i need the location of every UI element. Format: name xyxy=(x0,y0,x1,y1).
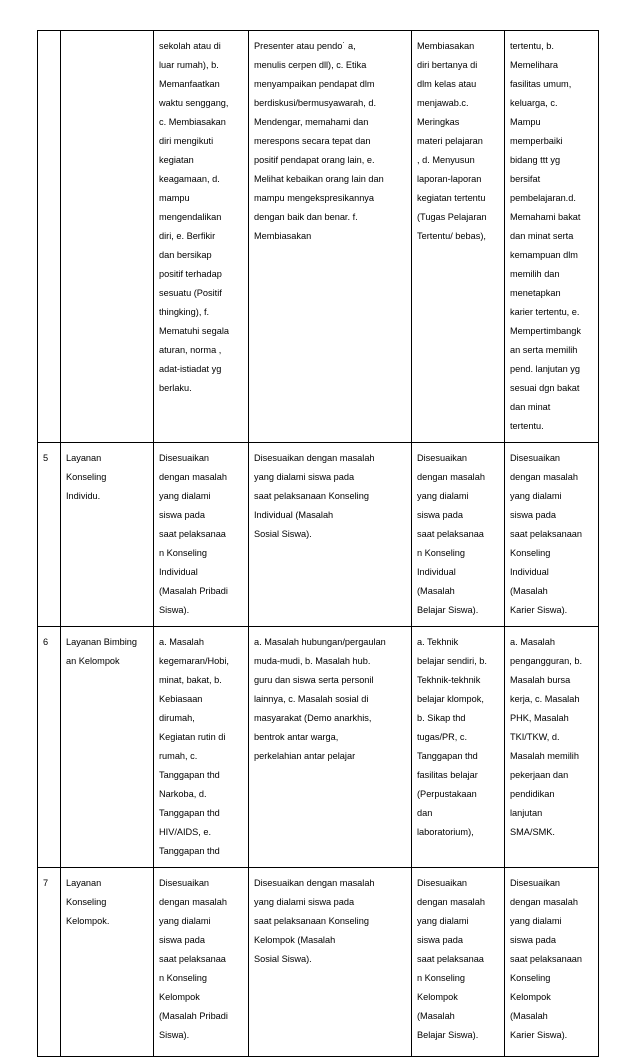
text-line: saat pelaksanaan Konseling xyxy=(254,491,369,501)
text-line: positif pendapat orang lain, e. xyxy=(254,155,375,165)
text-line: Sosial Siswa). xyxy=(254,954,312,964)
text-line: Kelompok xyxy=(510,992,551,1002)
text-line: saat pelaksanaan xyxy=(510,529,583,539)
text-line: dan bersikap xyxy=(159,250,212,260)
text-line: diri, e. Berfikir xyxy=(159,231,216,241)
text-line: belajar klompok, xyxy=(417,694,484,704)
text-line: an Kelompok xyxy=(66,656,120,666)
text-line: berdiskusi/bermusyawarah, d. xyxy=(254,98,377,108)
personal-issue-cell xyxy=(154,627,249,868)
text-line: PHK, Masalah xyxy=(510,713,569,723)
text-line: adat-istiadat yg xyxy=(159,364,222,374)
row-number: 6 xyxy=(38,627,61,868)
text-line: pekerjaan dan xyxy=(510,770,569,780)
text-line: Karier Siswa). xyxy=(510,1030,568,1040)
text-line: Siswa). xyxy=(159,605,190,615)
text-line: Tekhnik-tekhnik xyxy=(417,675,481,685)
text-line: Konseling xyxy=(510,973,551,983)
text-line: bidang ttt yg xyxy=(510,155,561,165)
text-line: Memahami bakat xyxy=(510,212,581,222)
text-line: guru dan siswa serta personil xyxy=(254,675,374,685)
text-line: (Masalah xyxy=(417,1011,455,1021)
learning-issue-cell xyxy=(412,868,505,1057)
text-line: saat pelaksanaa xyxy=(159,954,226,964)
text-line: siswa pada xyxy=(417,935,463,945)
social-issue-cell xyxy=(249,868,412,1057)
text-line: Disesuaikan xyxy=(159,453,210,463)
text-line: perkelahian antar pelajar xyxy=(254,751,356,761)
text-line: Tanggapan thd xyxy=(159,770,220,780)
text-line: Presenter atau pendo˙ a, xyxy=(254,41,356,51)
text-line: Masalah memilih xyxy=(510,751,579,761)
text-line: saat pelaksanaa xyxy=(417,954,484,964)
text-line: Belajar Siswa). xyxy=(417,605,479,615)
text-line: sesuatu (Positif xyxy=(159,288,222,298)
text-line: Disesuaikan xyxy=(510,878,561,888)
text-line: yang dialami siswa pada xyxy=(254,472,355,482)
text-line: lainnya, c. Masalah sosial di xyxy=(254,694,369,704)
text-line: Kelompok xyxy=(417,992,458,1002)
text-line: karier tertentu, e. xyxy=(510,307,580,317)
text-line: kegiatan tertentu xyxy=(417,193,486,203)
text-line: pembelajaran.d. xyxy=(510,193,576,203)
text-line: Disesuaikan xyxy=(159,878,210,888)
text-line: (Masalah Pribadi xyxy=(159,586,228,596)
text-line: masyarakat (Demo anarkhis, xyxy=(254,713,372,723)
text-line: Disesuaikan dengan masalah xyxy=(254,878,375,888)
row-number xyxy=(38,31,61,443)
text-line: menjawab.c. xyxy=(417,98,469,108)
text-line: dengan masalah xyxy=(510,897,578,907)
text-line: memilih dan xyxy=(510,269,560,279)
text-line: HIV/AIDS, e. xyxy=(159,827,212,837)
text-line: lanjutan xyxy=(510,808,543,818)
text-line: belajar sendiri, b. xyxy=(417,656,487,666)
text-line: an serta memilih xyxy=(510,345,578,355)
text-line: Sosial Siswa). xyxy=(254,529,312,539)
text-line: Narkoba, d. xyxy=(159,789,207,799)
text-line: Disesuaikan dengan masalah xyxy=(254,453,375,463)
text-line: positif terhadap xyxy=(159,269,222,279)
text-line: pendidikan xyxy=(510,789,555,799)
text-line: saat pelaksanaa xyxy=(417,529,484,539)
text-line: dan minat serta xyxy=(510,231,574,241)
text-line: fasilitas umum, xyxy=(510,79,572,89)
row-number: 5 xyxy=(38,443,61,627)
text-line: aturan, norma , xyxy=(159,345,222,355)
text-line: diri bertanya di xyxy=(417,60,478,70)
text-line: n Konseling xyxy=(159,548,208,558)
text-line: kemampuan dlm xyxy=(510,250,578,260)
row-number: 7 xyxy=(38,868,61,1057)
text-line: a. Tekhnik xyxy=(417,637,459,647)
text-line: Individual (Masalah xyxy=(254,510,334,520)
text-line: siswa pada xyxy=(510,510,556,520)
career-issue-cell xyxy=(505,443,599,627)
text-line: dan minat xyxy=(510,402,551,412)
text-line: Kegiatan rutin di xyxy=(159,732,226,742)
text-line: dengan masalah xyxy=(159,897,227,907)
text-line: materi pelajaran xyxy=(417,136,483,146)
text-line: muda-mudi, b. Masalah hub. xyxy=(254,656,371,666)
text-line: Mampu xyxy=(510,117,541,127)
text-line: Individual xyxy=(417,567,456,577)
text-line: Tanggapan thd xyxy=(159,846,220,856)
career-issue-cell xyxy=(505,868,599,1057)
text-line: berlaku. xyxy=(159,383,192,393)
text-line: Membiasakan xyxy=(417,41,475,51)
text-line: yang dialami siswa pada xyxy=(254,897,355,907)
text-line: a. Masalah hubungan/pergaulan xyxy=(254,637,386,647)
text-line: saat pelaksanaa xyxy=(159,529,226,539)
text-line: Mempertimbangk xyxy=(510,326,581,336)
text-line: rumah, c. xyxy=(159,751,198,761)
text-line: Konseling xyxy=(66,472,107,482)
text-line: b. Sikap thd xyxy=(417,713,466,723)
text-line: dlm kelas atau xyxy=(417,79,477,89)
text-line: siswa pada xyxy=(417,510,463,520)
text-line: Meringkas xyxy=(417,117,460,127)
text-line: mampu xyxy=(159,193,190,203)
text-line: yang dialami xyxy=(159,916,211,926)
text-line: a. Masalah xyxy=(510,637,555,647)
text-line: keluarga, c. xyxy=(510,98,558,108)
text-line: (Masalah xyxy=(510,586,548,596)
text-line: dengan masalah xyxy=(159,472,227,482)
text-line: Kelompok (Masalah xyxy=(254,935,336,945)
text-line: dengan masalah xyxy=(510,472,578,482)
text-line: c. Membiasakan xyxy=(159,117,226,127)
text-line: menyampaikan pendapat dlm xyxy=(254,79,375,89)
text-line: thingking), f. xyxy=(159,307,210,317)
text-line: (Masalah Pribadi xyxy=(159,1011,228,1021)
text-line: (Masalah xyxy=(510,1011,548,1021)
text-line: siswa pada xyxy=(159,935,205,945)
text-line: (Perpustakaan xyxy=(417,789,477,799)
text-line: Individu. xyxy=(66,491,101,501)
text-line: Belajar Siswa). xyxy=(417,1030,479,1040)
text-line: minat, bakat, b. xyxy=(159,675,222,685)
text-line: yang dialami xyxy=(417,491,469,501)
text-line: Disesuaikan xyxy=(417,878,468,888)
text-line: n Konseling xyxy=(417,548,466,558)
personal-issue-cell xyxy=(154,443,249,627)
text-line: mengendalikan xyxy=(159,212,222,222)
text-line: Tanggapan thd xyxy=(417,751,478,761)
personal-issue-cell xyxy=(154,868,249,1057)
text-line: pend. lanjutan yg xyxy=(510,364,580,374)
text-line: Mendengar, memahami dan xyxy=(254,117,369,127)
text-line: Kebiasaan xyxy=(159,694,203,704)
learning-issue-cell xyxy=(412,627,505,868)
text-line: menulis cerpen dll), c. Etika xyxy=(254,60,367,70)
text-line: , d. Menyusun xyxy=(417,155,475,165)
text-line: kerja, c. Masalah xyxy=(510,694,580,704)
text-line: Kelompok xyxy=(159,992,200,1002)
learning-issue-cell xyxy=(412,443,505,627)
service-cell xyxy=(61,31,154,443)
text-line: memperbaiki xyxy=(510,136,563,146)
text-line: Siswa). xyxy=(159,1030,190,1040)
table-row xyxy=(38,868,599,1057)
text-line: yang dialami xyxy=(159,491,211,501)
text-line: Kelompok. xyxy=(66,916,110,926)
table-row xyxy=(38,627,599,868)
service-cell xyxy=(61,627,154,868)
text-line: kegiatan xyxy=(159,155,194,165)
text-line: dengan baik dan benar. f. xyxy=(254,212,358,222)
text-line: dirumah, xyxy=(159,713,195,723)
social-issue-cell xyxy=(249,31,412,443)
text-line: tertentu. xyxy=(510,421,544,431)
service-cell xyxy=(61,868,154,1057)
text-line: TKI/TKW, d. xyxy=(510,732,560,742)
text-line: saat pelaksanaan xyxy=(510,954,583,964)
text-line: dengan masalah xyxy=(417,897,485,907)
text-line: Masalah bursa xyxy=(510,675,571,685)
text-line: menetapkan xyxy=(510,288,561,298)
text-line: laporan-laporan xyxy=(417,174,482,184)
text-line: sekolah atau di xyxy=(159,41,221,51)
text-line: Konseling xyxy=(66,897,107,907)
text-line: dan xyxy=(417,808,433,818)
text-line: merespons secara tepat dan xyxy=(254,136,371,146)
social-issue-cell xyxy=(249,443,412,627)
text-line: Memanfaatkan xyxy=(159,79,220,89)
service-cell xyxy=(61,443,154,627)
text-line: dengan masalah xyxy=(417,472,485,482)
text-line: Mematuhi segala xyxy=(159,326,229,336)
text-line: diri mengikuti xyxy=(159,136,214,146)
text-line: sesuai dgn bakat xyxy=(510,383,580,393)
text-line: tugas/PR, c. xyxy=(417,732,468,742)
text-line: Memelihara xyxy=(510,60,558,70)
text-line: Melihat kebaikan orang lain dan xyxy=(254,174,384,184)
social-issue-cell xyxy=(249,627,412,868)
text-line: Layanan xyxy=(66,453,102,463)
text-line: Disesuaikan xyxy=(510,453,561,463)
text-line: waktu senggang, xyxy=(159,98,229,108)
table-row xyxy=(38,31,599,443)
text-line: a. Masalah xyxy=(159,637,204,647)
text-line: Disesuaikan xyxy=(417,453,468,463)
text-line: SMA/SMK. xyxy=(510,827,555,837)
text-line: Layanan Bimbing xyxy=(66,637,137,647)
text-line: Individual xyxy=(510,567,549,577)
text-line: saat pelaksanaan Konseling xyxy=(254,916,369,926)
text-line: keagamaan, d. xyxy=(159,174,220,184)
table-row xyxy=(38,443,599,627)
personal-issue-cell xyxy=(154,31,249,443)
text-line: (Masalah xyxy=(417,586,455,596)
text-line: Individual xyxy=(159,567,198,577)
text-line: bentrok antar warga, xyxy=(254,732,339,742)
text-line: yang dialami xyxy=(417,916,469,926)
text-line: Layanan xyxy=(66,878,102,888)
guidance-program-table xyxy=(37,30,599,1057)
text-line: n Konseling xyxy=(159,973,208,983)
text-line: Tanggapan thd xyxy=(159,808,220,818)
text-line: bersifat xyxy=(510,174,541,184)
text-line: n Konseling xyxy=(417,973,466,983)
text-line: mampu mengekspresikannya xyxy=(254,193,375,203)
text-line: yang dialami xyxy=(510,916,562,926)
text-line: Tertentu/ bebas), xyxy=(417,231,486,241)
text-line: fasilitas belajar xyxy=(417,770,478,780)
text-line: tertentu, b. xyxy=(510,41,554,51)
career-issue-cell xyxy=(505,31,599,443)
text-line: pengangguran, b. xyxy=(510,656,583,666)
text-line: Membiasakan xyxy=(254,231,312,241)
text-line: yang dialami xyxy=(510,491,562,501)
text-line: siswa pada xyxy=(510,935,556,945)
text-line: kegemaran/Hobi, xyxy=(159,656,229,666)
text-line: laboratorium), xyxy=(417,827,474,837)
career-issue-cell xyxy=(505,627,599,868)
text-line: siswa pada xyxy=(159,510,205,520)
text-line: (Tugas Pelajaran xyxy=(417,212,487,222)
learning-issue-cell xyxy=(412,31,505,443)
text-line: Konseling xyxy=(510,548,551,558)
text-line: luar rumah), b. xyxy=(159,60,219,70)
text-line: Karier Siswa). xyxy=(510,605,568,615)
